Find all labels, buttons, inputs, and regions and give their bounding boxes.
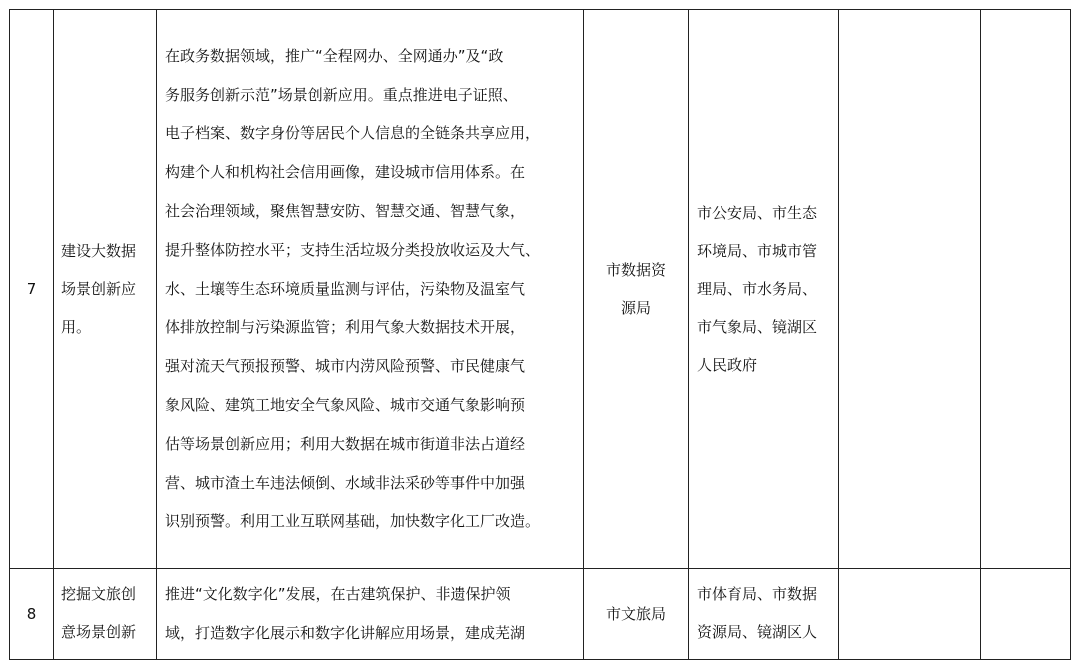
task-name-line: 意场景创新 xyxy=(61,623,137,641)
description-line: 估等场景创新应用；利用大数据在城市街道非法占道经 xyxy=(165,434,526,453)
lead-department-line: 源局 xyxy=(620,299,651,317)
description-line: 营、城市渣土车违法倾倒、水域非法采砂等事件中加强 xyxy=(165,473,526,492)
description-line: 强对流天气预报预警、城市内涝风险预警、市民健康气 xyxy=(165,357,526,376)
task-name-line: 建设大数据 xyxy=(61,242,137,260)
lead-department-cell xyxy=(584,10,689,569)
empty-cell xyxy=(981,10,1071,569)
cooperating-line: 市公安局、市生态 xyxy=(697,204,818,222)
task-description-cell xyxy=(157,10,584,569)
table-row xyxy=(10,10,1071,569)
task-name-line: 挖掘文旅创 xyxy=(61,585,137,603)
lead-department-line: 市数据资 xyxy=(605,261,666,279)
cooperating-line: 市气象局、镜湖区 xyxy=(697,318,818,336)
task-name-line: 用。 xyxy=(61,318,92,336)
description-line: 体排放控制与污染源监管；利用气象大数据技术开展， xyxy=(165,318,526,337)
cooperating-departments-cell xyxy=(689,10,839,569)
empty-cell xyxy=(981,569,1071,660)
row-number: 7 xyxy=(10,10,54,569)
cooperating-line: 市体育局、市数据 xyxy=(697,585,818,603)
description-line: 水、土壤等生态环境质量监测与评估，污染物及温室气 xyxy=(165,279,526,298)
task-table xyxy=(9,9,1071,660)
description-line: 域，打造数字化展示和数字化讲解应用场景，建成芜湖 xyxy=(165,623,526,642)
cooperating-line: 人民政府 xyxy=(697,356,758,374)
lead-department-cell xyxy=(584,569,689,660)
task-name-cell xyxy=(54,10,157,569)
description-line: 构建个人和机构社会信用画像，建设城市信用体系。在 xyxy=(165,163,526,182)
task-name-cell xyxy=(54,569,157,660)
task-description-cell xyxy=(157,569,584,660)
cooperating-departments-cell xyxy=(689,569,839,660)
description-line: 识别预警。利用工业互联网基础，加快数字化工厂改造。 xyxy=(165,512,541,531)
cooperating-line: 资源局、镜湖区人 xyxy=(697,623,818,641)
cooperating-line: 环境局、市城市管 xyxy=(697,242,818,260)
description-line: 在政务数据领域，推广“全程网办、全网通办”及“政 xyxy=(165,46,504,65)
task-name-line: 场景创新应 xyxy=(61,280,137,298)
description-line: 务服务创新示范”场景创新应用。重点推进电子证照、 xyxy=(165,85,518,104)
description-line: 推进“文化数字化”发展，在古建筑保护、非遗保护领 xyxy=(165,585,511,603)
description-line: 象风险、建筑工地安全气象风险、城市交通气象影响预 xyxy=(165,395,526,414)
description-line: 社会治理领域，聚焦智慧安防、智慧交通、智慧气象， xyxy=(165,202,526,220)
cooperating-line: 理局、市水务局、 xyxy=(697,280,818,298)
row-number: 8 xyxy=(10,569,54,660)
empty-cell xyxy=(839,10,981,569)
table-row xyxy=(10,569,1071,660)
lead-department-line: 市文旅局 xyxy=(605,605,666,623)
description-line: 提升整体防控水平；支持生活垃圾分类投放收运及大气、 xyxy=(165,240,541,259)
description-line: 电子档案、数字身份等居民个人信息的全链条共享应用， xyxy=(165,124,541,143)
empty-cell xyxy=(839,569,981,660)
